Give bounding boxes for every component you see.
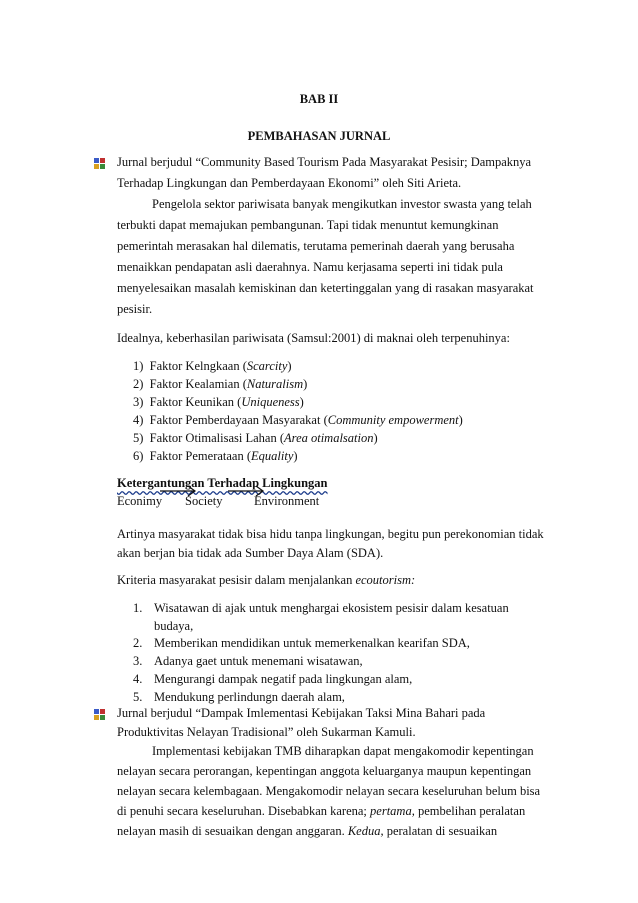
flow-environment-label: Environment (254, 494, 320, 508)
criteria-number: 4. (133, 672, 143, 686)
meaning-line: akan berjan bia tidak ada Sumber Daya Alam (SDA). (117, 546, 384, 560)
chapter-heading: BAB II (299, 92, 339, 106)
journal1-para-line: menaikkan pendapatan asli daerahnya. Namu kerjasama seperti ini tidak pula (117, 260, 503, 274)
journal2-title-line2: Produktivitas Nelayan Tradisional” oleh Sukarman Kamuli. (117, 725, 416, 739)
section-title: PEMBAHASAN JURNAL (247, 129, 391, 143)
journal2-title-line1: Jurnal berjudul “Dampak Imlementasi Kebijakan Taksi Mina Bahari pada (117, 706, 486, 720)
criteria-text: Memberikan mendidikan untuk memerkenalkan kearifan SDA, (154, 636, 470, 650)
criteria-number: 2. (133, 636, 143, 650)
journal1-title-line1: Jurnal berjudul “Community Based Tourism Pada Masyarakat Pesisir; Dampaknya (117, 155, 532, 169)
criteria-text: Mendukung perlindungn daerah alam, (154, 690, 345, 704)
factor-item: 4) Faktor Pemberdayaan Masyarakat (Community empowerment) (133, 413, 463, 427)
journal1-para-line: pemerintah merasakan hal dilematis, terutama pemerinah daerah yang berusaha (117, 239, 515, 253)
journal1-para-line: menyelesaikan masalah kemiskinan dan ketertinggalan yang di rasakan masyarakat (117, 281, 534, 295)
factor-item: 6) Faktor Pemerataan (Equality) (133, 449, 298, 463)
ideal-line: Idealnya, keberhasilan pariwisata (Samsul:2001) di maknai oleh terpenuhinya: (117, 331, 510, 345)
diamond-bullet-icon (94, 709, 105, 720)
journal2-para-line: nelayan secara kelembagaan. Mengakomodir nelayan secara keseluruhan belum bisa (117, 784, 541, 798)
flow-society-label: Society (185, 494, 223, 508)
journal1-para-line: Pengelola sektor pariwisata banyak mengikutkan investor swasta yang telah (152, 197, 532, 211)
criteria-text: budaya, (154, 619, 194, 633)
criteria-intro: Kriteria masyarakat pesisir dalam menjalankan ecoutorism: (117, 573, 416, 587)
dependency-subheading: Ketergantungan Terhadap Lingkungan (117, 476, 328, 490)
journal1-para-line: pesisir. (117, 302, 153, 316)
criteria-text: Mengurangi dampak negatif pada lingkungan alam, (154, 672, 413, 686)
flow-economy-label: Econimy (117, 494, 163, 508)
criteria-text: Wisatawan di ajak untuk menghargai ekosistem pesisir dalam kesatuan (154, 601, 509, 615)
journal1-para-line: terbukti dapat memajukan pembangunan. Tapi tidak menuntut kemungkinan (117, 218, 499, 232)
journal2-para-line: Implementasi kebijakan TMB diharapkan dapat mengakomodir kepentingan (152, 744, 534, 758)
criteria-number: 3. (133, 654, 143, 668)
journal2-para-line: di penuhi secara keseluruhan. Disebabkan karena; pertama, pembelihan peralatan (117, 804, 526, 818)
criteria-number: 5. (133, 690, 143, 704)
journal2-para-line: nelayan secara perorangan, kepentingan anggota keluarganya maupun kepentingan (117, 764, 532, 778)
factor-item: 2) Faktor Kealamian (Naturalism) (133, 377, 308, 391)
criteria-number: 1. (133, 601, 143, 615)
meaning-line: Artinya masyarakat tidak bisa hidu tanpa lingkungan, begitu pun perekonomian tidak (117, 527, 544, 541)
journal1-title-line2: Terhadap Lingkungan dan Pemberdayaan Ekonomi” oleh Siti Arieta. (117, 176, 462, 190)
factor-item: 3) Faktor Keunikan (Uniqueness) (133, 395, 304, 409)
factor-item: 5) Faktor Otimalisasi Lahan (Area otimalsation) (133, 431, 378, 445)
criteria-text: Adanya gaet untuk menemani wisatawan, (154, 654, 363, 668)
journal2-para-line: nelayan masih di sesuaikan dengan anggaran. Kedua, peralatan di sesuaikan (117, 824, 498, 838)
factor-item: 1) Faktor Kelngkaan (Scarcity) (133, 359, 292, 373)
diamond-bullet-icon (94, 158, 105, 169)
